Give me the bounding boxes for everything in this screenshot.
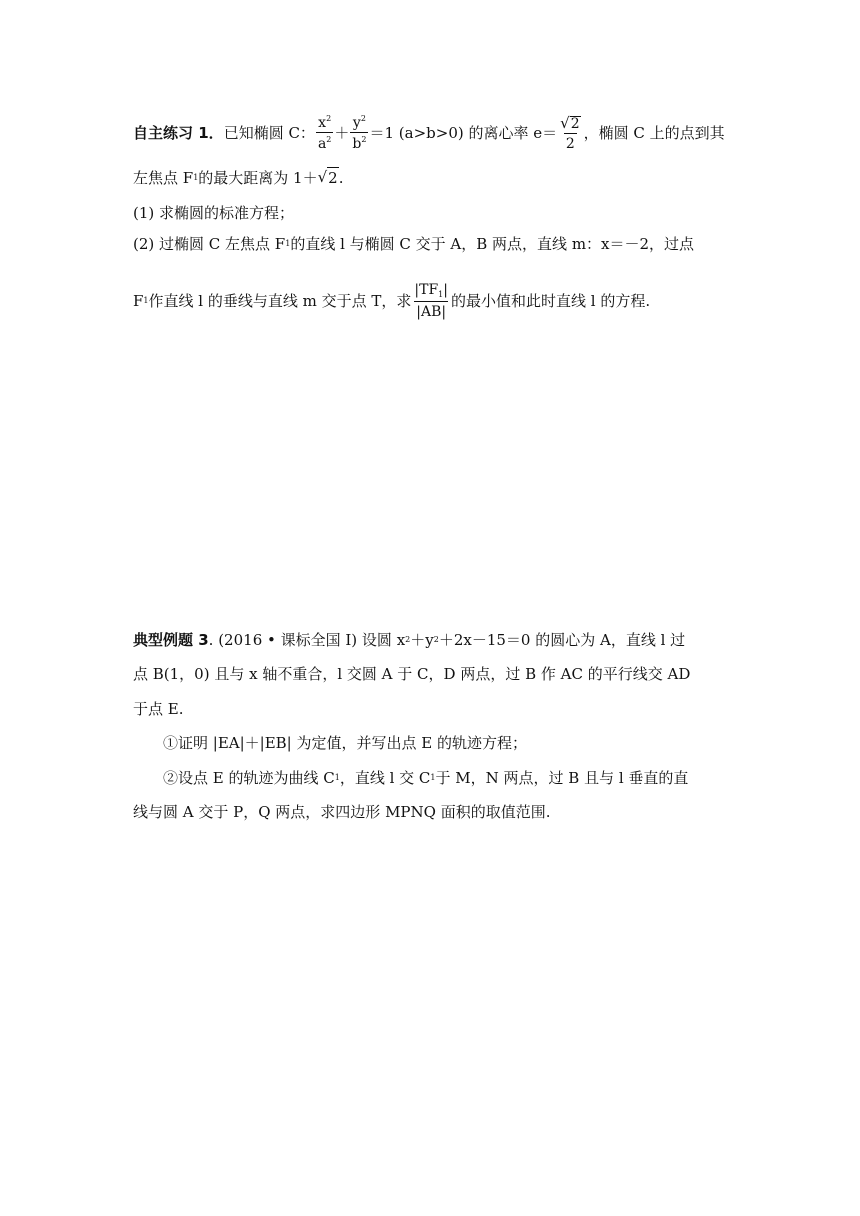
ex1-line-1 <box>133 115 725 151</box>
ex3-part-2-sub-a: 1 <box>334 773 340 782</box>
ex3-text-1: . (2016 • 课标全国 Ⅰ) 设圆 x <box>208 631 406 649</box>
ex3-part-1-text: ①证明 |EA|＋|EB| 为定值，并写出点 E 的轨迹方程； <box>163 734 527 752</box>
ex1-l2-sub: 1 <box>193 172 199 182</box>
ex1-line-2 <box>133 167 343 188</box>
frac-tf: |TF <box>414 282 439 298</box>
frac-x-sup: 2 <box>326 114 332 123</box>
ex3-sup-1: 2 <box>405 635 411 644</box>
frac-b: b <box>352 136 362 152</box>
ex1-q3-sub: 1 <box>143 296 149 305</box>
ex3-text-1c: ＋2x－15＝0 的圆心为 A，直线 l 过 <box>438 631 686 649</box>
ex1-l2-text-b: 的最大距离为 1＋ <box>198 168 318 187</box>
frac-a: a <box>317 136 327 152</box>
frac-x: x <box>318 115 327 131</box>
ex3-text-3: 于点 E. <box>133 700 184 718</box>
fraction-tf1-ab <box>412 283 450 319</box>
ex3-part-1 <box>163 733 527 753</box>
ex1-label: 自主练习 1 <box>133 124 209 142</box>
ex3-part-2-text-c: 于 M，N 两点，过 B 且与 l 垂直的直 <box>435 769 689 787</box>
ex1-q2-text: (2) 过椭圆 C 左焦点 F <box>133 235 286 253</box>
ex1-text-1: 已知椭圆 C： <box>223 124 315 142</box>
ex3-sup-2: 2 <box>433 635 439 644</box>
ex3-line-1 <box>133 630 685 650</box>
fraction-eccentricity <box>558 113 582 152</box>
ex3-part-2-text-a: ②设点 E 的轨迹为曲线 C <box>163 769 335 787</box>
ex3-text-2: 点 B(1，0) 且与 x 轴不重合，l 交圆 A 于 C，D 两点，过 B 作 AC 的平行线交 AD <box>133 665 691 683</box>
sqrt-symbol <box>318 167 339 188</box>
frac-denominator: 2 <box>564 133 577 151</box>
frac-y-sup: 2 <box>360 114 366 123</box>
ex1-q3-text-c: 的最小值和此时直线 l 的方程. <box>450 292 651 310</box>
frac-tf-end: | <box>443 282 448 298</box>
ex3-text-1b: ＋y <box>410 631 434 649</box>
ex1-q1-text: (1) 求椭圆的标准方程； <box>133 204 295 222</box>
frac-b-sup: 2 <box>361 135 367 144</box>
ex1-q3-text-b: 作直线 l 的垂线与直线 m 交于点 T，求 <box>148 292 412 310</box>
ex1-question-2-cont <box>133 283 650 319</box>
ex1-l2-text-a: 左焦点 F <box>133 168 194 187</box>
frac-a-sup: 2 <box>326 135 332 144</box>
ex1-text-3: ，椭圆 C 上的点到其 <box>583 124 725 142</box>
radicand: 2 <box>328 169 338 187</box>
ex1-label-dot: ． <box>208 124 224 142</box>
ex3-part-2-sub-b: 1 <box>430 773 436 782</box>
radical-sign: √ <box>317 168 328 186</box>
ex1-q3-text-a: F <box>133 292 144 310</box>
ex1-l2-text-c: . <box>338 168 344 187</box>
ex1-question-2 <box>133 234 694 254</box>
frac-y: y <box>352 115 361 131</box>
frac-tf-sub: 1 <box>438 290 444 299</box>
ex3-part-2-text-b: ，直线 l 交 C <box>339 769 431 787</box>
ex3-line-3 <box>133 699 184 719</box>
ex3-line-2 <box>133 664 690 684</box>
ex3-part-2 <box>163 768 688 788</box>
ex3-label: 典型例题 3 <box>133 631 209 649</box>
sqrt-symbol <box>560 113 580 132</box>
plus-sign: ＋ <box>334 124 350 142</box>
ex3-part-2-cont <box>133 802 550 822</box>
frac-ab: |AB| <box>414 301 448 319</box>
ex1-q2-sub: 1 <box>285 239 291 248</box>
radicand: 2 <box>570 115 580 132</box>
ex1-text-2: ＝1 (a>b>0) 的离心率 e＝ <box>369 124 558 142</box>
fraction-x2-a2 <box>316 115 333 151</box>
radical-sign: √ <box>560 113 570 132</box>
fraction-y2-b2 <box>350 115 368 151</box>
ex3-part-2-cont-text: 线与圆 A 交于 P，Q 两点，求四边形 MPNQ 面积的取值范围. <box>133 803 551 821</box>
ex1-q2-text-b: 的直线 l 与椭圆 C 交于 A，B 两点，直线 m：x＝－2，过点 <box>290 235 695 253</box>
ex1-question-1 <box>133 203 294 223</box>
